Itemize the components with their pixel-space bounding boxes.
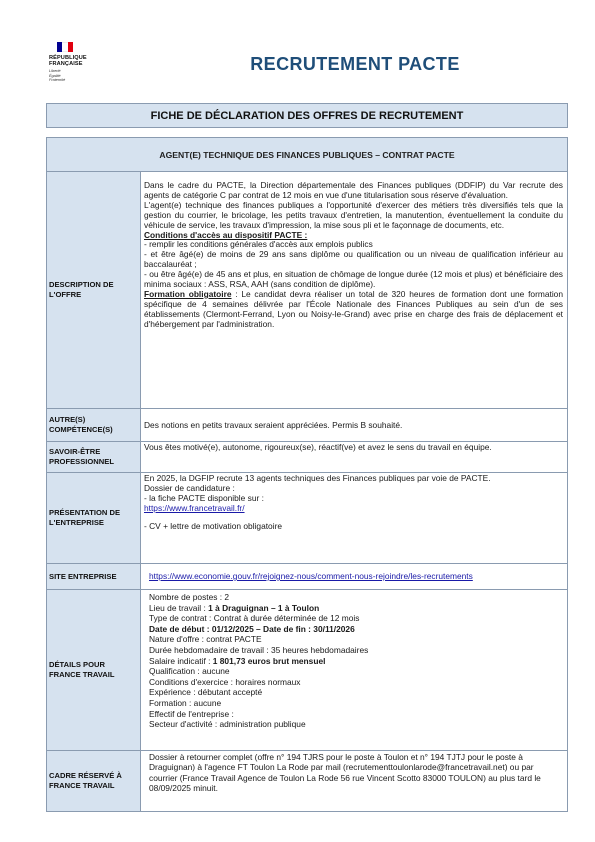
conditions-title: Conditions d'accès au dispositif PACTE : — [144, 229, 308, 240]
autres-competences-text: Des notions en petits travaux seraient appréciées. Permis B souhaité. — [144, 419, 403, 430]
content-description — [141, 172, 568, 409]
presentation-p4: - CV + lettre de motivation obligatoire — [144, 520, 283, 531]
motto-fraternite: Fraternité — [49, 78, 66, 83]
french-flag-icon — [57, 42, 73, 52]
salaire-label: Salaire indicatif : — [149, 655, 213, 666]
lieu-label: Lieu de travail : — [149, 602, 209, 613]
republique-francaise-logo — [49, 42, 109, 83]
row-savoir-etre — [46, 442, 568, 473]
formation-title: Formation obligatoire — [144, 288, 232, 299]
label-autres-competences: AUTRE(S) COMPÉTENCE(S) — [46, 409, 141, 442]
content-site-entreprise — [141, 564, 568, 590]
detail-experience: Expérience : débutant accepté — [149, 687, 263, 698]
presentation-p3: - la fiche PACTE disponible sur : — [144, 492, 264, 503]
savoir-etre-text: Vous êtes motivé(e), autonome, rigoureux(se), réactif(ve) et avez le sens du travail en équipe. — [144, 442, 492, 452]
motto-liberte: Liberté — [49, 69, 61, 74]
content-cadre-reserve — [141, 751, 568, 812]
description-paragraph-2: L'agent(e) technique des finances publiques a l'opportunité d'exercer des métiers très diversifiés tels que la gestion du courrier, le bricolage, les petits travaux d'entretien, la manutention, éventuellement la conduite du véhicule de service, les travaux d'impression, la mise sous pli et le façonnage de documents, etc. — [144, 199, 563, 230]
row-autres-competences — [46, 409, 568, 442]
content-autres-competences — [141, 409, 568, 442]
detail-dates: Date de début : 01/12/2025 – Date de fin : 30/11/2026 — [149, 623, 355, 634]
detail-secteur: Secteur d'activité : administration publique — [149, 719, 306, 730]
label-cadre-reserve: CADRE RÉSERVÉ À FRANCE TRAVAIL — [46, 751, 141, 812]
salaire-value: 1 801,73 euros brut mensuel — [212, 655, 326, 666]
presentation-p2: Dossier de candidature : — [144, 482, 235, 493]
logo-line1: RÉPUBLIQUE — [49, 55, 87, 61]
label-description: DESCRIPTION DE L'OFFRE — [46, 172, 141, 409]
detail-nature-offre: Nature d'offre : contrat PACTE — [149, 634, 262, 645]
logo-text — [49, 55, 109, 67]
detail-nombre-postes: Nombre de postes : 2 — [149, 592, 230, 602]
detail-duree-hebdo: Durée hebdomadaire de travail : 35 heures hebdomadaires — [149, 644, 369, 655]
motto-egalite: Égalité — [49, 73, 61, 78]
detail-formation: Formation : aucune — [149, 697, 222, 708]
detail-lieu-travail — [149, 603, 563, 614]
label-details: DÉTAILS POUR FRANCE TRAVAIL — [46, 590, 141, 751]
content-details — [141, 590, 568, 751]
page-title: RECRUTEMENT PACTE — [250, 54, 460, 74]
logo-motto — [49, 69, 109, 82]
job-title-header: AGENT(E) TECHNIQUE DES FINANCES PUBLIQUES – CONTRAT PACTE — [46, 137, 568, 172]
row-details — [46, 590, 568, 751]
row-presentation — [46, 473, 568, 564]
description-paragraph-1: Dans le cadre du PACTE, la Direction départementale des Finances publiques (DDFIP) du Var recrute des agents de catégorie C par contrat de 12 mois en vue d'une titularisation sous réserve d'évaluation. — [144, 180, 563, 200]
logo-line2: FRANÇAISE — [49, 61, 83, 68]
detail-conditions-exercice: Conditions d'exercice : horaires normaux — [149, 676, 301, 687]
condition-1: - remplir les conditions générales d'accès aux emplois publics — [144, 239, 373, 250]
cadre-reserve-text: Dossier à retourner complet (offre n° 194 TJRS pour le poste à Toulon et n° 194 TJTJ pour le poste à Draguignan) à l'agence FT Toulon La Rode par mail (recrutementtoulonlarode@francetravail.net) ou par courrier (France Travail Agence de Toulon La Rode 56 rue Vincent Scotto 83000 TOULON) au plus tard le 08/09/2025 minuit. — [149, 752, 541, 794]
detail-salaire — [149, 656, 563, 667]
label-savoir-etre: SAVOIR-ÊTRE PROFESSIONNEL — [46, 442, 141, 473]
flag-red — [68, 42, 73, 52]
condition-2: - et être âgé(e) de moins de 29 ans sans diplôme ou qualification ou un niveau de qualification inférieur au baccalauréat ; — [144, 249, 563, 270]
presentation-p1: En 2025, la DGFIP recrute 13 agents techniques des Finances publiques par voie de PACTE. — [144, 473, 491, 483]
francetravail-link[interactable]: https://www.francetravail.fr/ — [144, 502, 245, 513]
detail-type-contrat: Type de contrat : Contrat à durée déterminée de 12 mois — [149, 613, 360, 624]
content-presentation — [141, 473, 568, 564]
formation-paragraph — [144, 290, 563, 330]
formation-text: : Le candidat devra réaliser un total de 320 heures de formation dont une formation spécifique de 4 semaines délivrée par l'École Nationale des Finances Publiques au sein d'un de ses établissements (Clermont-Ferrand, Lyon ou Noisy-le-Grand) avec prise en charge des frais de déplacement et d'hébergement par l'administration. — [144, 288, 564, 329]
row-description — [46, 172, 568, 409]
row-cadre-reserve — [46, 751, 568, 812]
lieu-value: 1 à Draguignan – 1 à Toulon — [208, 602, 320, 613]
row-site-entreprise — [46, 564, 568, 590]
content-savoir-etre — [141, 442, 568, 473]
detail-qualification: Qualification : aucune — [149, 666, 230, 677]
label-site-entreprise: SITE ENTREPRISE — [46, 564, 141, 590]
economie-gouv-link[interactable]: https://www.economie.gouv.fr/rejoignez-nous/comment-nous-rejoindre/les-recrutements — [149, 571, 473, 582]
label-presentation: PRÉSENTATION DE L'ENTREPRISE — [46, 473, 141, 564]
detail-effectif: Effectif de l'entreprise : — [149, 708, 234, 719]
condition-3: - ou être âgé(e) de 45 ans et plus, en situation de chômage de longue durée (12 mois et plus) et bénéficiaire des minima sociaux : ASS, RSA, AAH (sans condition de diplôme). — [144, 269, 563, 290]
form-header: FICHE DE DÉCLARATION DES OFFRES DE RECRUTEMENT — [46, 103, 568, 128]
